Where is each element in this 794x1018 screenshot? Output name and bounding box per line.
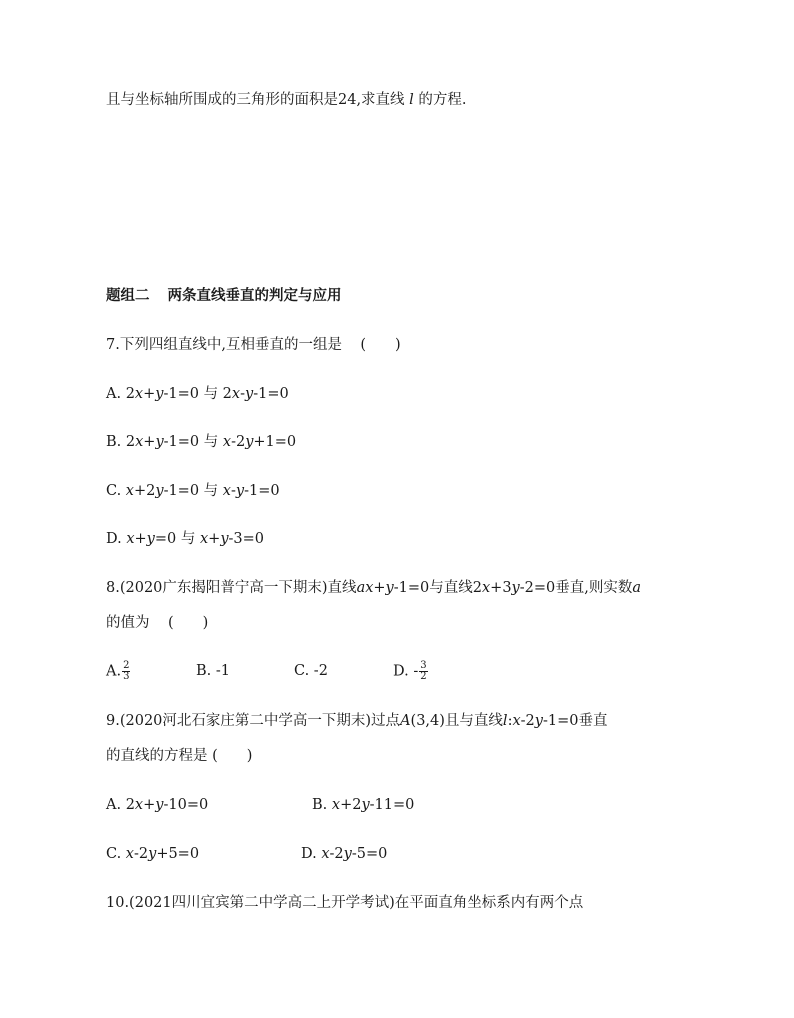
- text-segment: -1=0: [244, 483, 280, 499]
- text-segment: 3: [123, 671, 130, 682]
- text-segment: :: [507, 713, 513, 729]
- text-segment: -2: [231, 434, 246, 450]
- q9-stem-line1: [106, 711, 607, 731]
- math-variable: y: [148, 846, 157, 862]
- text-segment: +3: [490, 580, 512, 596]
- text-segment: +: [373, 580, 386, 596]
- q8-option-c: C. -2: [294, 663, 328, 679]
- math-variable: x: [222, 434, 232, 450]
- math-variable: x: [512, 713, 521, 729]
- text-segment: A. 2: [106, 386, 135, 402]
- text-segment: -5=0: [351, 846, 388, 862]
- q8-answer-paren: ( ): [167, 615, 209, 631]
- q10-stem-line1: [106, 893, 583, 913]
- section-heading: [106, 286, 342, 306]
- math-variable: x: [321, 846, 330, 862]
- text-segment: A.: [106, 663, 122, 680]
- q8-stem-line1: [106, 578, 641, 598]
- math-variable: y: [361, 797, 370, 813]
- q7-stem: [106, 335, 401, 355]
- math-variable: y: [220, 531, 229, 547]
- q7-option-a: [106, 384, 289, 404]
- text-segment: +1=0: [253, 434, 297, 450]
- intro-text-before: 且与坐标轴所围成的三角形的面积是24,求直线: [106, 92, 405, 108]
- math-variable: x: [481, 580, 491, 596]
- text-segment: -1=0与直线2: [393, 580, 482, 596]
- math-variable: x: [135, 434, 144, 450]
- math-variable: x: [222, 483, 231, 499]
- math-variable: y: [385, 580, 394, 596]
- text-segment: -1=0: [253, 386, 289, 402]
- math-variable: y: [235, 483, 245, 499]
- q8-option-a: [106, 661, 130, 682]
- text-segment: B. 2: [106, 434, 136, 450]
- math-variable: a: [632, 580, 642, 596]
- math-variable: x: [134, 386, 144, 402]
- text-segment: -2: [329, 846, 344, 862]
- text-segment: +: [143, 434, 156, 450]
- q8-option-b: B. -1: [196, 663, 230, 679]
- text-segment: +: [134, 531, 147, 547]
- text-segment: A. 2: [106, 797, 135, 813]
- q7-answer-paren: ( ): [360, 337, 401, 353]
- text-segment: +: [143, 386, 156, 402]
- q8-stem-line2: [106, 613, 208, 633]
- math-variable: y: [155, 797, 164, 813]
- math-variable: y: [534, 713, 543, 729]
- text-segment: 的直线的方程是: [106, 748, 208, 764]
- q9-option-c: [106, 844, 199, 864]
- math-variable: x: [331, 797, 341, 813]
- math-variable: y: [155, 483, 164, 499]
- math-variable: y: [245, 434, 254, 450]
- text-segment: +: [208, 531, 221, 547]
- q7-stem-text: 7.下列四组直线中,互相垂直的一组是: [106, 337, 342, 353]
- math-variable: x: [231, 386, 241, 402]
- math-variable: y: [245, 386, 254, 402]
- text-segment: 9.(2020河北石家庄第二中学高一下期末)过点: [106, 713, 401, 729]
- text-segment: -3=0: [228, 531, 265, 547]
- text-segment: 3: [420, 660, 427, 671]
- math-variable: l: [502, 713, 508, 729]
- text-segment: C.: [106, 846, 126, 862]
- text-segment: =0 与: [154, 531, 200, 547]
- text-segment: -1=0 与: [163, 483, 223, 499]
- text-segment: +5=0: [156, 846, 200, 862]
- text-segment: B.: [312, 797, 332, 813]
- math-variable: A: [400, 713, 411, 729]
- text-segment: +: [143, 797, 156, 813]
- text-segment: 2: [420, 671, 427, 682]
- text-segment: -2: [133, 846, 149, 862]
- text-segment: 10.(2021四川宜宾第二中学高二上开学考试)在平面直角坐标系内有两个点: [106, 895, 584, 911]
- math-variable: x: [126, 531, 135, 547]
- q9-answer-paren: ( ): [212, 748, 253, 764]
- text-segment: (3,4)且与直线: [410, 713, 503, 729]
- text-segment: D.: [106, 531, 127, 547]
- text-segment: +2: [340, 797, 362, 813]
- q7-option-c: [106, 481, 280, 501]
- text-segment: D. -: [393, 663, 419, 680]
- math-variable: y: [155, 386, 164, 402]
- q8-option-d: [393, 661, 428, 682]
- text-segment: -2=0垂直,则实数: [519, 580, 633, 596]
- q9-option-b: [312, 795, 414, 815]
- text-segment: -1=0垂直: [542, 713, 608, 729]
- text-segment: 2: [123, 660, 130, 671]
- intro-text-after: 的方程.: [418, 92, 467, 108]
- text-segment: -: [240, 386, 246, 402]
- text-segment: -1=0 与: [163, 434, 223, 450]
- q9-stem-line2: [106, 746, 252, 766]
- q7-option-d: [106, 529, 264, 549]
- text-segment: +2: [133, 483, 156, 499]
- text-segment: -: [230, 483, 236, 499]
- q7-option-b: [106, 432, 296, 452]
- fraction: [419, 661, 427, 682]
- text-segment: 8.(2020广东揭阳普宁高一下期末)直线: [106, 580, 357, 596]
- intro-var-l: l: [409, 92, 414, 108]
- math-variable: x: [199, 531, 209, 547]
- fraction: [122, 661, 130, 682]
- q9-option-a: [106, 795, 208, 815]
- text-segment: 的值为: [106, 615, 150, 631]
- math-variable: x: [125, 483, 134, 499]
- text-segment: -1=0 与 2: [163, 386, 232, 402]
- math-variable: y: [155, 434, 164, 450]
- math-variable: x: [134, 797, 144, 813]
- q9-option-d: [301, 844, 387, 864]
- text-segment: D.: [301, 846, 322, 862]
- text-segment: C.: [106, 483, 126, 499]
- math-variable: y: [146, 531, 155, 547]
- text-segment: -11=0: [369, 797, 415, 813]
- text-segment: -2: [520, 713, 535, 729]
- math-variable: y: [343, 846, 352, 862]
- section-label: 题组二: [106, 288, 150, 304]
- math-variable: y: [511, 580, 520, 596]
- math-variable: ax: [356, 580, 374, 596]
- section-title: 两条直线垂直的判定与应用: [167, 288, 342, 304]
- text-segment: -10=0: [163, 797, 209, 813]
- intro-line: [106, 90, 467, 110]
- math-variable: x: [125, 846, 134, 862]
